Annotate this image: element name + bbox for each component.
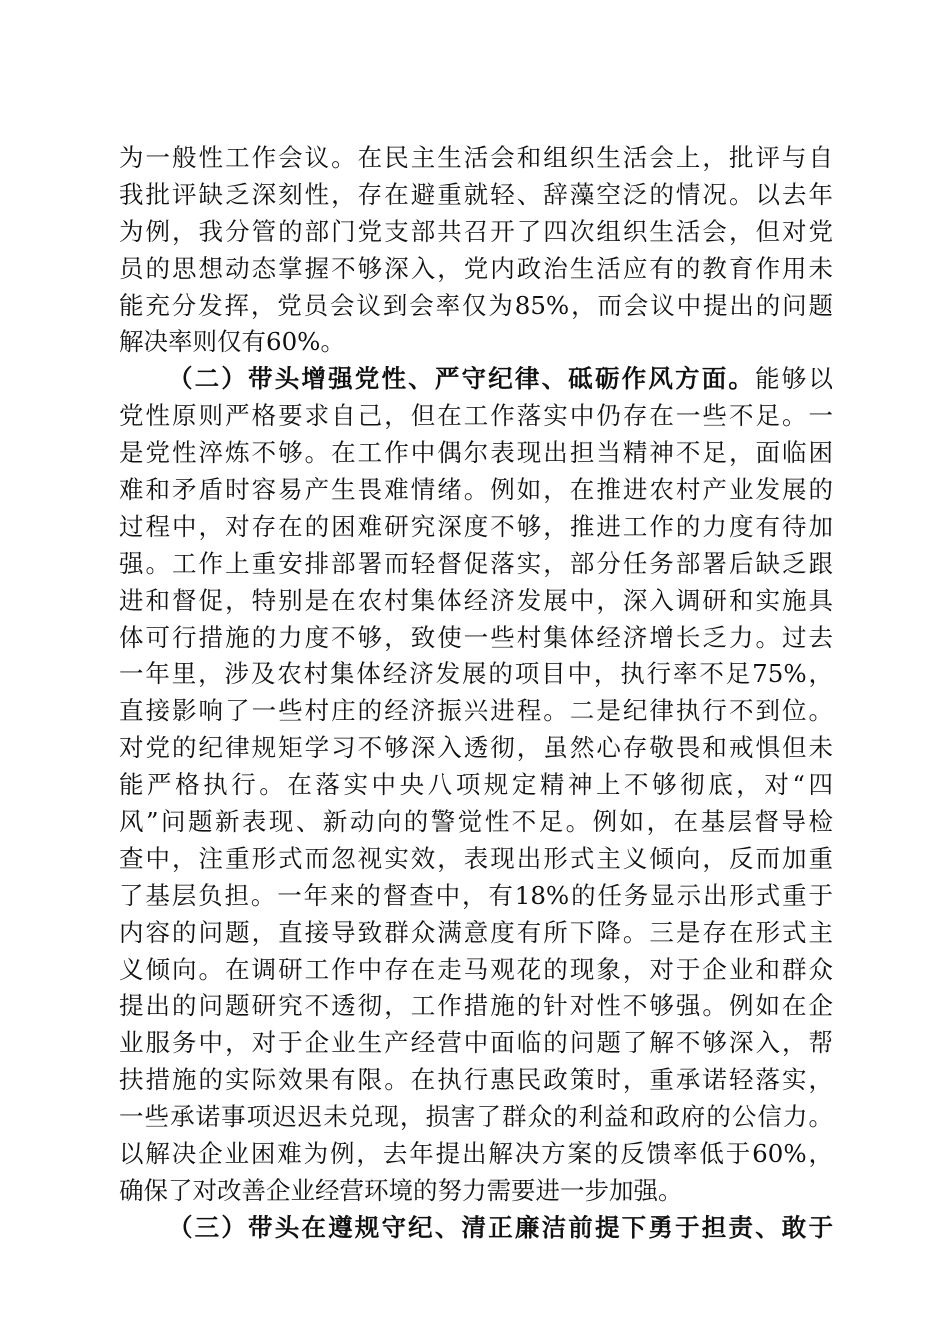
text-line: 为一般性工作会议。在民主生活会和组织生活会上，批评与自 [119, 143, 833, 172]
text-line: 业服务中，对于企业生产经营中面临的问题了解不够深入，帮 [119, 1028, 833, 1058]
text-line: 一些承诺事项迟迟未兑现，损害了群众的利益和政府的公信力。 [119, 1102, 833, 1132]
text-run: 能够以 [755, 364, 833, 394]
section-heading-line [119, 1210, 833, 1247]
text-line: 党性原则严格要求自己，但在工作落实中仍存在一些不足。一 [119, 401, 833, 431]
text-line: 体可行措施的力度不够，致使一些村集体经济增长乏力。过去 [119, 622, 833, 652]
section-heading-line [119, 361, 833, 398]
text-line: 确保了对改善企业经营环境的努力需要进一步加强。 [119, 1175, 683, 1205]
text-line: 查中，注重形式而忽视实效，表现出形式主义倾向，反而加重 [119, 843, 833, 873]
text-line: 义倾向。在调研工作中存在走马观花的现象，对于企业和群众 [119, 954, 833, 984]
text-line: 内容的问题，直接导致群众满意度有所下降。三是存在形式主 [119, 917, 833, 947]
section-heading-2: （二）带头增强党性、严守纪律、砥砺作风方面。 [168, 364, 756, 394]
text-line: 强。工作上重安排部署而轻督促落实，部分任务部署后缺乏跟 [119, 548, 833, 578]
section-heading-3: （三）带头在遵规守纪、清正廉洁前提下勇于担责、敢于 [168, 1212, 833, 1242]
text-line: 一年里，涉及农村集体经济发展的项目中，执行率不足75%， [119, 659, 833, 689]
text-line: 为例，我分管的部门党支部共召开了四次组织生活会，但对党 [119, 216, 833, 246]
text-line: 扶措施的实际效果有限。在执行惠民政策时，重承诺轻落实， [119, 1065, 833, 1095]
text-line: 以解决企业困难为例，去年提出解决方案的反馈率低于60%， [119, 1139, 833, 1169]
text-line: 进和督促，特别是在农村集体经济发展中，深入调研和实施具 [119, 585, 833, 615]
text-line: 直接影响了一些村庄的经济振兴进程。二是纪律执行不到位。 [119, 696, 833, 726]
text-line: 风”问题新表现、新动向的警觉性不足。例如，在基层督导检 [119, 807, 833, 837]
document-body [119, 140, 833, 1247]
text-line: 能严格执行。在落实中央八项规定精神上不够彻底，对“四 [119, 770, 833, 800]
text-line: 是党性淬炼不够。在工作中偶尔表现出担当精神不足，面临困 [119, 438, 833, 468]
text-line: 员的思想动态掌握不够深入，党内政治生活应有的教育作用未 [119, 253, 833, 283]
text-line: 对党的纪律规矩学习不够深入透彻，虽然心存敬畏和戒惧但未 [119, 733, 833, 763]
text-line: 能充分发挥，党员会议到会率仅为85%，而会议中提出的问题 [119, 290, 833, 320]
text-line: 提出的问题研究不透彻，工作措施的针对性不够强。例如在企 [119, 991, 833, 1021]
text-line: 我批评缺乏深刻性，存在避重就轻、辞藻空泛的情况。以去年 [119, 179, 833, 209]
text-line: 解决率则仅有60%。 [119, 327, 345, 357]
text-line: 了基层负担。一年来的督查中，有18%的任务显示出形式重于 [119, 880, 833, 910]
text-line: 过程中，对存在的困难研究深度不够，推进工作的力度有待加 [119, 511, 833, 541]
text-line: 难和矛盾时容易产生畏难情绪。例如，在推进农村产业发展的 [119, 475, 833, 505]
